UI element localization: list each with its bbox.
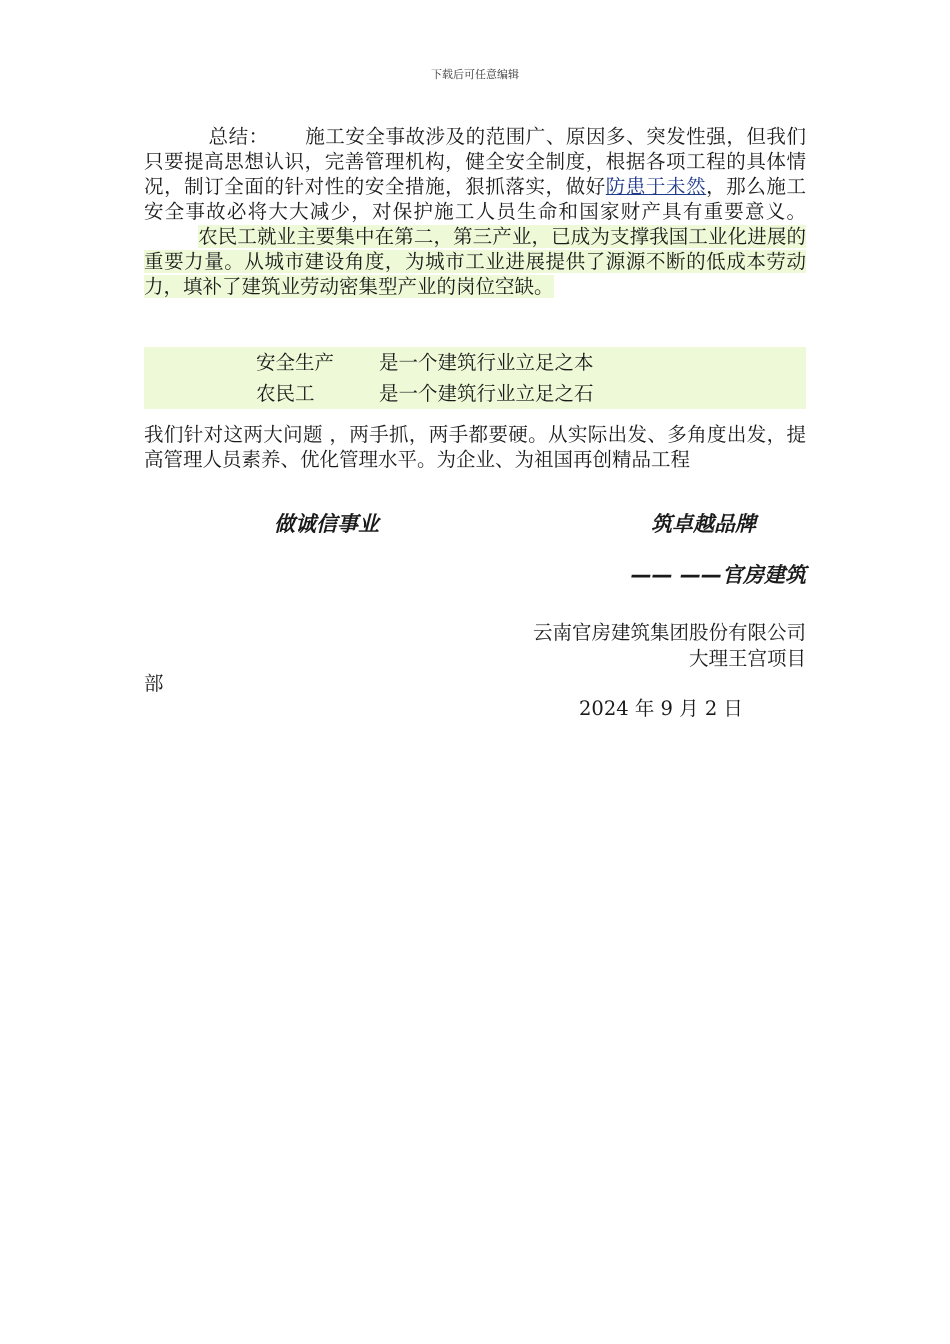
summary-lead: 总结：: [208, 125, 269, 148]
table-term: 安全生产: [256, 351, 335, 374]
summary-paragraph: [144, 124, 806, 299]
slogan-brand: —— ——官房建筑: [630, 563, 806, 587]
summary-text-a: 施工安全事故涉及的范围广、原因多、突发性强，但我们只要提高思想认识，完善管理机构，健全安全制度，根据各项工程的具体情况，制订全面的针对性的安全措施，狠抓落实，做好: [144, 125, 806, 198]
migrant-worker-highlight: 农民工就业主要集中在第二，第三产业，已成为支撑我国工业化进展的重要力量。从城市建设角度，为城市工业进展提供了源源不断的低成本劳动力，填补了建筑业劳动密集型产业的岗位空缺。: [144, 225, 806, 298]
principles-table: [144, 347, 806, 409]
table-desc: 是一个建筑行业立足之石: [379, 382, 594, 405]
department-name: 大理王宫项目: [688, 647, 806, 670]
table-row: [144, 347, 806, 378]
company-name: 云南官房建筑集团股份有限公司: [532, 621, 806, 644]
slogan-left: 做诚信事业: [274, 512, 379, 536]
summary-text-b: ，那么施工安全事故必将大大减少，对保护施工人员生命和国家财产具有重要意义。: [144, 175, 806, 223]
idiom-link[interactable]: 防患于未然: [605, 175, 707, 198]
table-desc: 是一个建筑行业立足之本: [379, 351, 594, 374]
signature-date: 2024 年 9 月 2 日: [579, 697, 743, 720]
table-term: 农民工: [256, 382, 315, 405]
slogan-right: 筑卓越品牌: [651, 512, 756, 536]
page-header: 下载后可任意编辑: [431, 68, 519, 81]
department-name-tail: 部: [144, 672, 164, 695]
action-section: [144, 422, 806, 472]
table-row: [144, 378, 806, 409]
action-paragraph: 我们针对这两大问题 ，两手抓，两手都要硬。从实际出发、多角度出发，提高管理人员素养、优化管理水平。为企业、为祖国再创精品工程: [144, 423, 806, 471]
summary-section: [144, 124, 806, 299]
